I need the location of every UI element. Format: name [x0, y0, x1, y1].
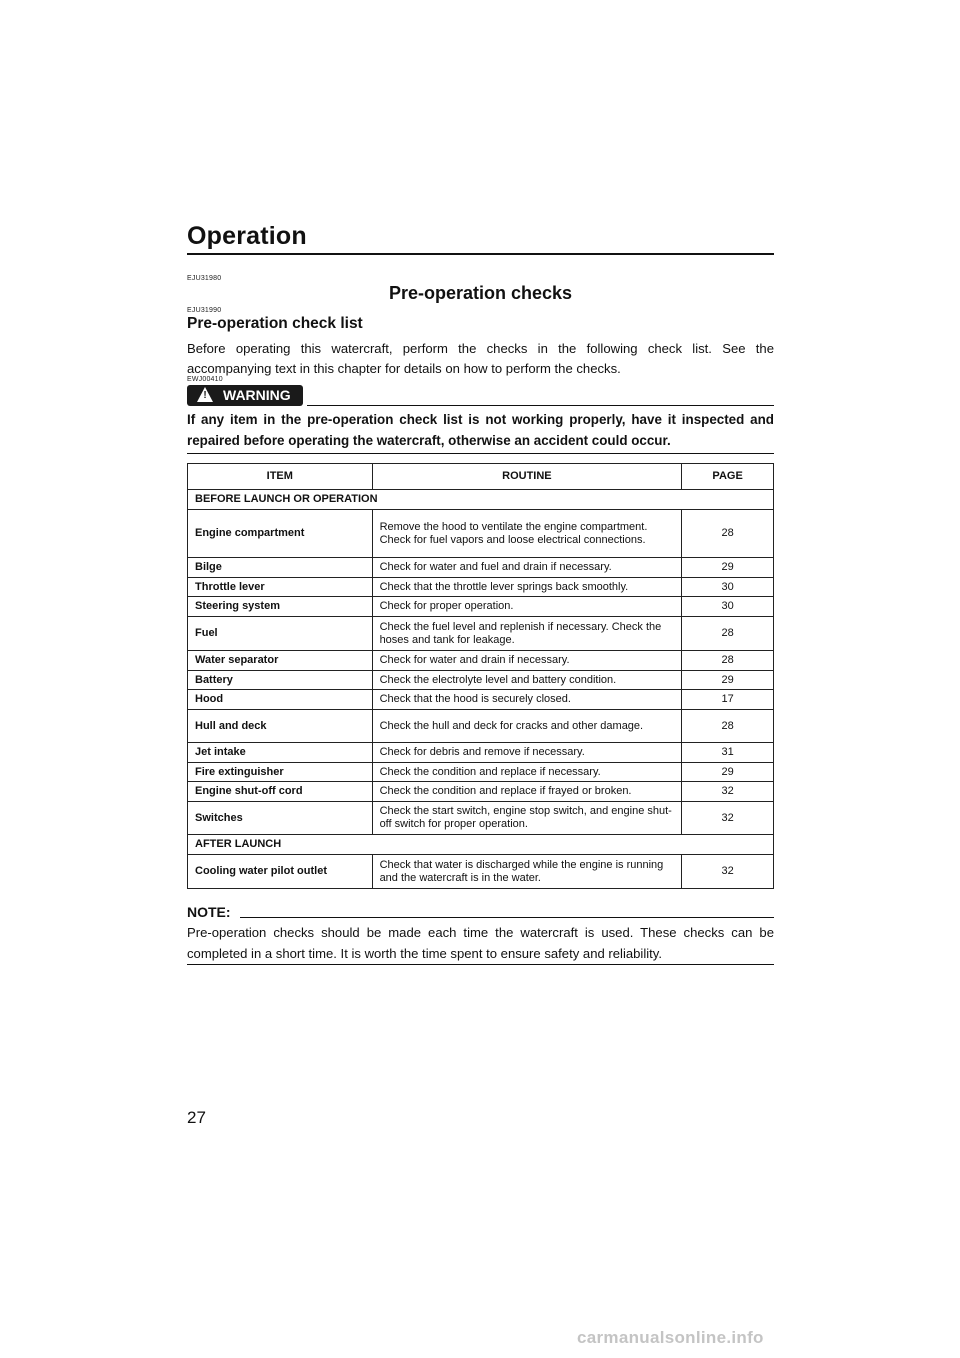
- table-group-row: [188, 490, 774, 510]
- row-item: Water separator: [188, 651, 373, 671]
- subsection-title: Pre-operation check list: [187, 315, 363, 332]
- row-routine: Check that the hood is securely closed.: [372, 690, 682, 710]
- column-header-routine: ROUTINE: [372, 464, 682, 490]
- table-group-row: [188, 835, 774, 855]
- group-after-launch: AFTER LAUNCH: [188, 835, 774, 855]
- row-routine: Check the start switch, engine stop switch, and engine shut-off switch for proper operation.: [372, 802, 682, 835]
- row-page: 32: [682, 802, 774, 835]
- page-header-title: Operation: [187, 222, 307, 250]
- row-item: Engine shut-off cord: [188, 782, 373, 802]
- row-item: Hood: [188, 690, 373, 710]
- row-item: Fire extinguisher: [188, 763, 373, 782]
- row-routine: Check the condition and replace if necessary.: [372, 763, 682, 782]
- warning-label: WARNING: [223, 387, 291, 403]
- table-row: [188, 743, 774, 763]
- table-row: [188, 763, 774, 782]
- row-page: 29: [682, 671, 774, 690]
- table-row: [188, 690, 774, 710]
- row-page: 32: [682, 782, 774, 802]
- note-bottom-divider: [187, 964, 774, 965]
- row-page: 17: [682, 690, 774, 710]
- row-page: 30: [682, 597, 774, 617]
- row-item: Jet intake: [188, 743, 373, 763]
- section-title: Pre-operation checks: [388, 283, 573, 303]
- row-item: Fuel: [188, 617, 373, 651]
- table-row: [188, 578, 774, 597]
- row-routine: Check that the throttle lever springs back smoothly.: [372, 578, 682, 597]
- warning-text: If any item in the pre-operation check list is not working properly, have it inspected and repaired before operating the watercraft, otherwise an accident could occur.: [187, 412, 774, 448]
- table-row: [188, 671, 774, 690]
- row-routine: Check the hull and deck for cracks and other damage.: [372, 710, 682, 743]
- row-routine: Check the fuel level and replenish if necessary. Check the hoses and tank for leakage.: [372, 617, 682, 651]
- row-item: Cooling water pilot outlet: [188, 855, 373, 889]
- row-page: 29: [682, 763, 774, 782]
- row-item: Steering system: [188, 597, 373, 617]
- row-routine: Check for proper operation.: [372, 597, 682, 617]
- row-page: 30: [682, 578, 774, 597]
- warning-badge: ! WARNING: [187, 385, 303, 406]
- row-item: Bilge: [188, 558, 373, 578]
- row-routine: Remove the hood to ventilate the engine compartment. Check for fuel vapors and loose electrical connections.: [372, 510, 682, 558]
- note-label: NOTE:: [187, 904, 231, 920]
- row-routine: Check for debris and remove if necessary.: [372, 743, 682, 763]
- table-row: [188, 855, 774, 889]
- table-row: [188, 651, 774, 671]
- table-row: [188, 802, 774, 835]
- section-code: EJU31980: [187, 275, 222, 282]
- row-routine: Check that water is discharged while the engine is running and the watercraft is in the water.: [372, 855, 682, 889]
- row-page: 28: [682, 510, 774, 558]
- page-number: 27: [187, 1108, 206, 1127]
- row-routine: Check for water and fuel and drain if necessary.: [372, 558, 682, 578]
- header-divider: [187, 253, 774, 255]
- table-header-row: [188, 464, 774, 490]
- row-page: 31: [682, 743, 774, 763]
- note-divider: [240, 917, 774, 918]
- row-page: 32: [682, 855, 774, 889]
- row-item: Throttle lever: [188, 578, 373, 597]
- table-row: [188, 558, 774, 578]
- column-header-item: ITEM: [188, 464, 373, 490]
- warning-code: EWJ00410: [187, 376, 223, 383]
- row-item: Battery: [188, 671, 373, 690]
- table-row: [188, 782, 774, 802]
- row-page: 28: [682, 617, 774, 651]
- row-item: Switches: [188, 802, 373, 835]
- row-routine: Check the electrolyte level and battery condition.: [372, 671, 682, 690]
- table-row: [188, 510, 774, 558]
- column-header-page: PAGE: [682, 464, 774, 490]
- subsection-code: EJU31990: [187, 307, 222, 314]
- row-routine: Check the condition and replace if frayed or broken.: [372, 782, 682, 802]
- table-row: [188, 597, 774, 617]
- warning-divider: [307, 405, 774, 406]
- row-page: 28: [682, 651, 774, 671]
- warning-bottom-divider: [187, 453, 774, 454]
- row-page: 29: [682, 558, 774, 578]
- row-item: Hull and deck: [188, 710, 373, 743]
- watermark: carmanualsonline.info: [577, 1328, 764, 1347]
- intro-paragraph: Before operating this watercraft, perform the checks in the following check list. See the accompanying text in this chapter for details on how to perform the checks.: [187, 341, 774, 376]
- pre-operation-check-table: [187, 463, 774, 889]
- note-text: Pre-operation checks should be made each time the watercraft is used. These checks can be completed in a short time. It is worth the time spent to ensure safety and reliability.: [187, 925, 774, 961]
- table-row: [188, 710, 774, 743]
- row-page: 28: [682, 710, 774, 743]
- row-routine: Check for water and drain if necessary.: [372, 651, 682, 671]
- group-before-launch: BEFORE LAUNCH OR OPERATION: [188, 490, 774, 510]
- row-item: Engine compartment: [188, 510, 373, 558]
- table-row: [188, 617, 774, 651]
